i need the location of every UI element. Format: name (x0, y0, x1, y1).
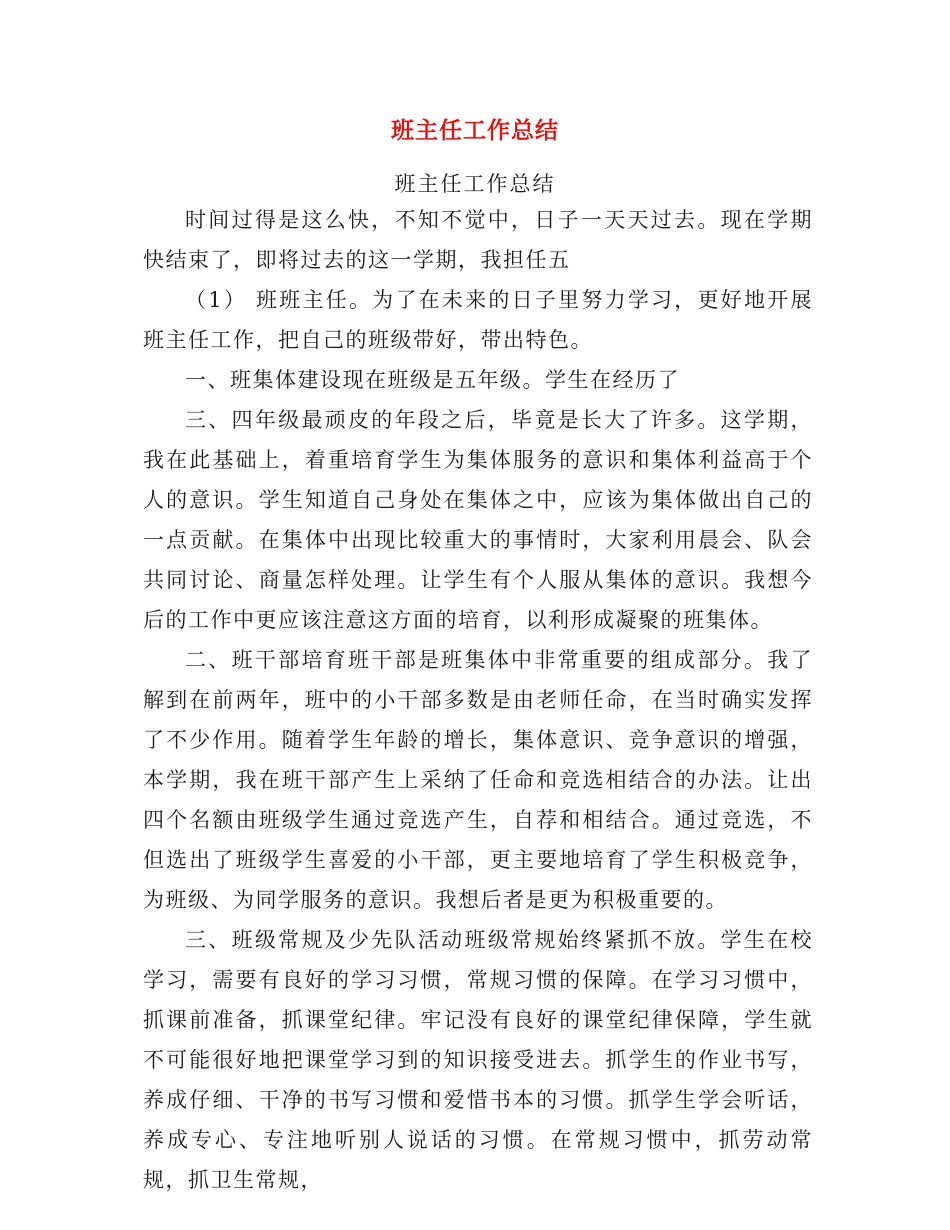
paragraph-class-role: （1） 班班主任。为了在未来的日子里努力学习，更好地开展班主任工作，把自己的班级带好，带出特色。 (143, 288, 813, 352)
paragraph-section-3: 三、班级常规及少先队活动班级常规始终紧抓不放。学生在校学习，需要有良好的学习习惯，常规习惯的保障。在学习习惯中，抓课前准备，抓课堂纪律。牢记没有良好的课堂纪律保障，学生就不可能很好地把课堂学习到的知识接受进去。抓学生的作业书写，养成仔细、干净的书写习惯和爱惜书本的习惯。抓学生学会听话，养成专心、专注地听别人说话的习惯。在常规习惯中，抓劳动常规，抓卫生常规， (143, 928, 813, 1192)
paragraph-section-1-body: 三、四年级最顽皮的年段之后，毕竟是长大了许多。这学期，我在此基础上，着重培育学生为集体服务的意识和集体利益高于个人的意识。学生知道自己身处在集体之中，应该为集体做出自己的一点贡献。在集体中出现比较重大的事情时，大家利用晨会、队会共同讨论、商量怎样处理。让学生有个人服从集体的意识。我想今后的工作中更应该注意这方面的培育，以利形成凝聚的班集体。 (143, 408, 813, 632)
paragraph-section-2: 二、班干部培育班干部是班集体中非常重要的组成部分。我了解到在前两年，班中的小干部多数是由老师任命，在当时确实发挥了不少作用。随着学生年龄的增长，集体意识、竞争意识的增强，本学期，我在班干部产生上采纳了任命和竞选相结合的办法。让出四个名额由班级学生通过竞选产生，自荐和相结合。通过竞选，不但选出了班级学生喜爱的小干部，更主要地培育了学生积极竞争，为班级、为同学服务的意识。我想后者是更为积极重要的。 (143, 648, 813, 912)
document-title: 班主任工作总结 (391, 118, 559, 144)
document-body (143, 200, 813, 1200)
paragraph-section-1-heading: 一、班集体建设现在班级是五年级。学生在经历了 (185, 368, 680, 392)
document-subtitle: 班主任工作总结 (394, 172, 556, 196)
paragraph-intro: 时间过得是这么快，不知不觉中，日子一天天过去。现在学期快结束了，即将过去的这一学期，我担任五 (143, 208, 813, 272)
